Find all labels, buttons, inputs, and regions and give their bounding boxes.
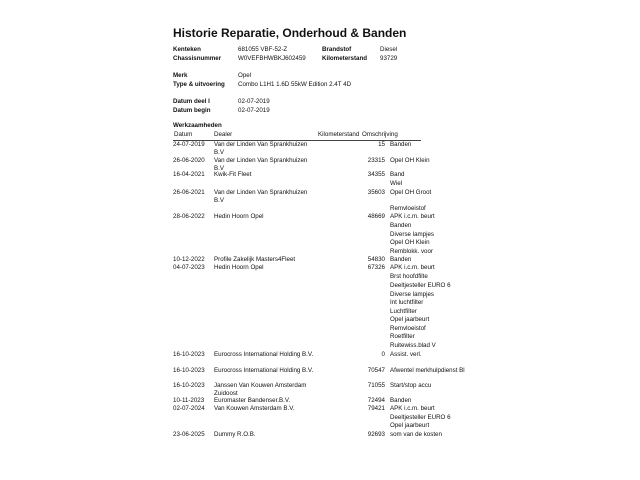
table-row xyxy=(0,299,640,307)
row-km: 15 xyxy=(378,141,385,148)
table-row xyxy=(0,256,640,264)
row-km: 0 xyxy=(381,351,385,358)
row-description: APK i.c.m. beurt xyxy=(390,264,435,271)
werkzaamheden-heading: Werkzaamheden xyxy=(173,122,222,129)
row-km: 54830 xyxy=(367,256,385,263)
row-date: 10-12-2022 xyxy=(173,256,205,263)
table-row xyxy=(0,189,640,204)
row-dealer: Van der Linden Van Sprankhuizen B.V xyxy=(214,141,308,156)
table-row xyxy=(0,231,640,239)
table-row xyxy=(0,367,640,375)
row-km: 70547 xyxy=(367,367,385,374)
table-row xyxy=(0,273,640,281)
table-row xyxy=(0,248,640,256)
table-row xyxy=(0,351,640,359)
row-date: 16-10-2023 xyxy=(173,351,205,358)
row-km: 48669 xyxy=(367,213,385,220)
row-description: Band xyxy=(390,171,405,178)
row-date: 16-04-2021 xyxy=(173,171,205,178)
row-description: Afwentel merkhulpdienst Bl xyxy=(390,367,465,374)
type-label: Type & uitvoering xyxy=(173,81,225,88)
table-row xyxy=(0,397,640,405)
row-date: 04-07-2023 xyxy=(173,264,205,271)
row-description: Assist. verl. xyxy=(390,351,422,358)
row-dealer: Hedin Hoorn Opel xyxy=(214,264,264,271)
table-row xyxy=(0,382,640,397)
row-description: Remblokk. voor xyxy=(390,248,433,255)
row-dealer: Hedin Hoorn Opel xyxy=(214,213,264,220)
table-row xyxy=(0,333,640,341)
row-km: 79421 xyxy=(367,405,385,412)
table-row xyxy=(0,422,640,430)
row-date: 16-10-2023 xyxy=(173,367,205,374)
row-description: Diverse lampjes xyxy=(390,231,435,238)
type-value: Combo L1H1 1.6D 55kW Edition 2.4T 4D xyxy=(238,81,352,88)
row-description: Opel jaarbeurt xyxy=(390,316,430,323)
row-km: 23315 xyxy=(367,157,385,164)
table-row xyxy=(0,291,640,299)
datum-deel1-value: 02-07-2019 xyxy=(238,98,270,105)
row-km: 34355 xyxy=(367,171,385,178)
datum-deel1-label: Datum deel I xyxy=(173,98,210,105)
table-row xyxy=(0,282,640,290)
row-dealer: Dummy R.O.B. xyxy=(214,431,256,438)
table-row xyxy=(0,171,640,179)
row-description: Roetfilter xyxy=(390,333,415,340)
row-date: 28-06-2022 xyxy=(173,213,205,220)
row-description: Remvloeistof xyxy=(390,205,426,212)
row-description: Banden xyxy=(390,397,412,404)
table-row xyxy=(0,222,640,230)
table-row xyxy=(0,180,640,188)
col-header-dealer: Dealer xyxy=(214,131,233,138)
row-dealer: Janssen Van Kouwen Amsterdam Zuidoost xyxy=(214,382,307,397)
row-dealer: Kwik-Fit Fleet xyxy=(214,171,252,178)
col-header-desc: Omschrijving xyxy=(362,131,398,138)
row-km: 92693 xyxy=(367,431,385,438)
row-date: 02-07-2024 xyxy=(173,405,205,412)
row-description: Wiel xyxy=(390,180,403,187)
datum-begin-label: Datum begin xyxy=(173,107,211,114)
row-description: Luchtfilter xyxy=(390,308,417,315)
table-row xyxy=(0,157,640,172)
row-description: Start/stop accu xyxy=(390,382,432,389)
row-dealer: Van der Linden Van Sprankhuizen B.V xyxy=(214,157,308,172)
row-description: Banden xyxy=(390,256,412,263)
table-row xyxy=(0,264,640,272)
row-description: Banden xyxy=(390,222,412,229)
row-dealer: Eurocross International Holding B.V. xyxy=(214,367,314,374)
row-description: Diverse lampjes xyxy=(390,291,435,298)
table-row xyxy=(0,316,640,324)
table-row xyxy=(0,342,640,350)
col-header-date: Datum xyxy=(174,131,193,138)
table-row xyxy=(0,325,640,333)
row-description: som van de kosten xyxy=(390,431,442,438)
table-row xyxy=(0,431,640,439)
row-km: 72494 xyxy=(367,397,385,404)
table-row xyxy=(0,405,640,413)
row-date: 16-10-2023 xyxy=(173,382,205,389)
row-dealer: Van der Linden Van Sprankhuizen B.V xyxy=(214,189,308,204)
datum-begin-value: 02-07-2019 xyxy=(238,107,270,114)
row-dealer: Van Kouwen Amsterdam B.V. xyxy=(214,405,295,412)
row-description: Opel OH Klein xyxy=(390,239,430,246)
row-km: 71055 xyxy=(367,382,385,389)
merk-label: Merk xyxy=(173,72,188,79)
row-km: 67326 xyxy=(367,264,385,271)
table-row xyxy=(0,213,640,221)
chassis-label: Chassisnummer xyxy=(173,55,222,62)
row-description: Opel OH Klein xyxy=(390,157,430,164)
row-date: 10-11-2023 xyxy=(173,397,205,404)
row-dealer: Profile Zakelijk Masters4Fleet xyxy=(214,256,296,263)
row-description: Deeltjesteller EURO 6 xyxy=(390,282,451,289)
kilometerstand-value: 93729 xyxy=(380,55,398,62)
row-date: 23-06-2025 xyxy=(173,431,205,438)
row-date: 24-07-2019 xyxy=(173,141,205,148)
row-description: Opel OH Groot xyxy=(390,189,432,196)
row-km: 35603 xyxy=(367,189,385,196)
table-row xyxy=(0,414,640,422)
row-description: Ruitewiss.blad V xyxy=(390,342,436,349)
brandstof-value: Diesel xyxy=(380,46,398,53)
table-row xyxy=(0,205,640,213)
kenteken-value: 681055 VBF-52-Z xyxy=(238,46,288,53)
row-description: Deeltjesteller EURO 6 xyxy=(390,414,451,421)
row-date: 26-06-2021 xyxy=(173,189,205,196)
kenteken-label: Kenteken xyxy=(173,46,201,53)
row-description: APK i.c.m. beurt xyxy=(390,213,435,220)
table-row xyxy=(0,308,640,316)
merk-value: Opel xyxy=(238,72,252,79)
row-description: Remvloeistof xyxy=(390,325,426,332)
brandstof-label: Brandstof xyxy=(322,46,352,53)
row-description: Brst hoofdfilte xyxy=(390,273,428,280)
chassis-value: W0VEFBHWBKJ602459 xyxy=(238,55,306,62)
row-description: Banden xyxy=(390,141,412,148)
row-dealer: Eurocross International Holding B.V. xyxy=(214,351,314,358)
row-dealer: Euromaster Bandenser.B.V. xyxy=(214,397,291,404)
row-description: Opel jaarbeurt xyxy=(390,422,430,429)
col-header-km: Kilometerstand xyxy=(318,131,360,138)
row-description: Int luchtfilter xyxy=(390,299,424,306)
kilometerstand-label: Kilometerstand xyxy=(322,55,368,62)
table-row xyxy=(0,239,640,247)
row-description: APK i.c.m. beurt xyxy=(390,405,435,412)
row-date: 26-06-2020 xyxy=(173,157,205,164)
table-row xyxy=(0,141,640,156)
page-title: Historie Reparatie, Onderhoud & Banden xyxy=(173,26,407,40)
